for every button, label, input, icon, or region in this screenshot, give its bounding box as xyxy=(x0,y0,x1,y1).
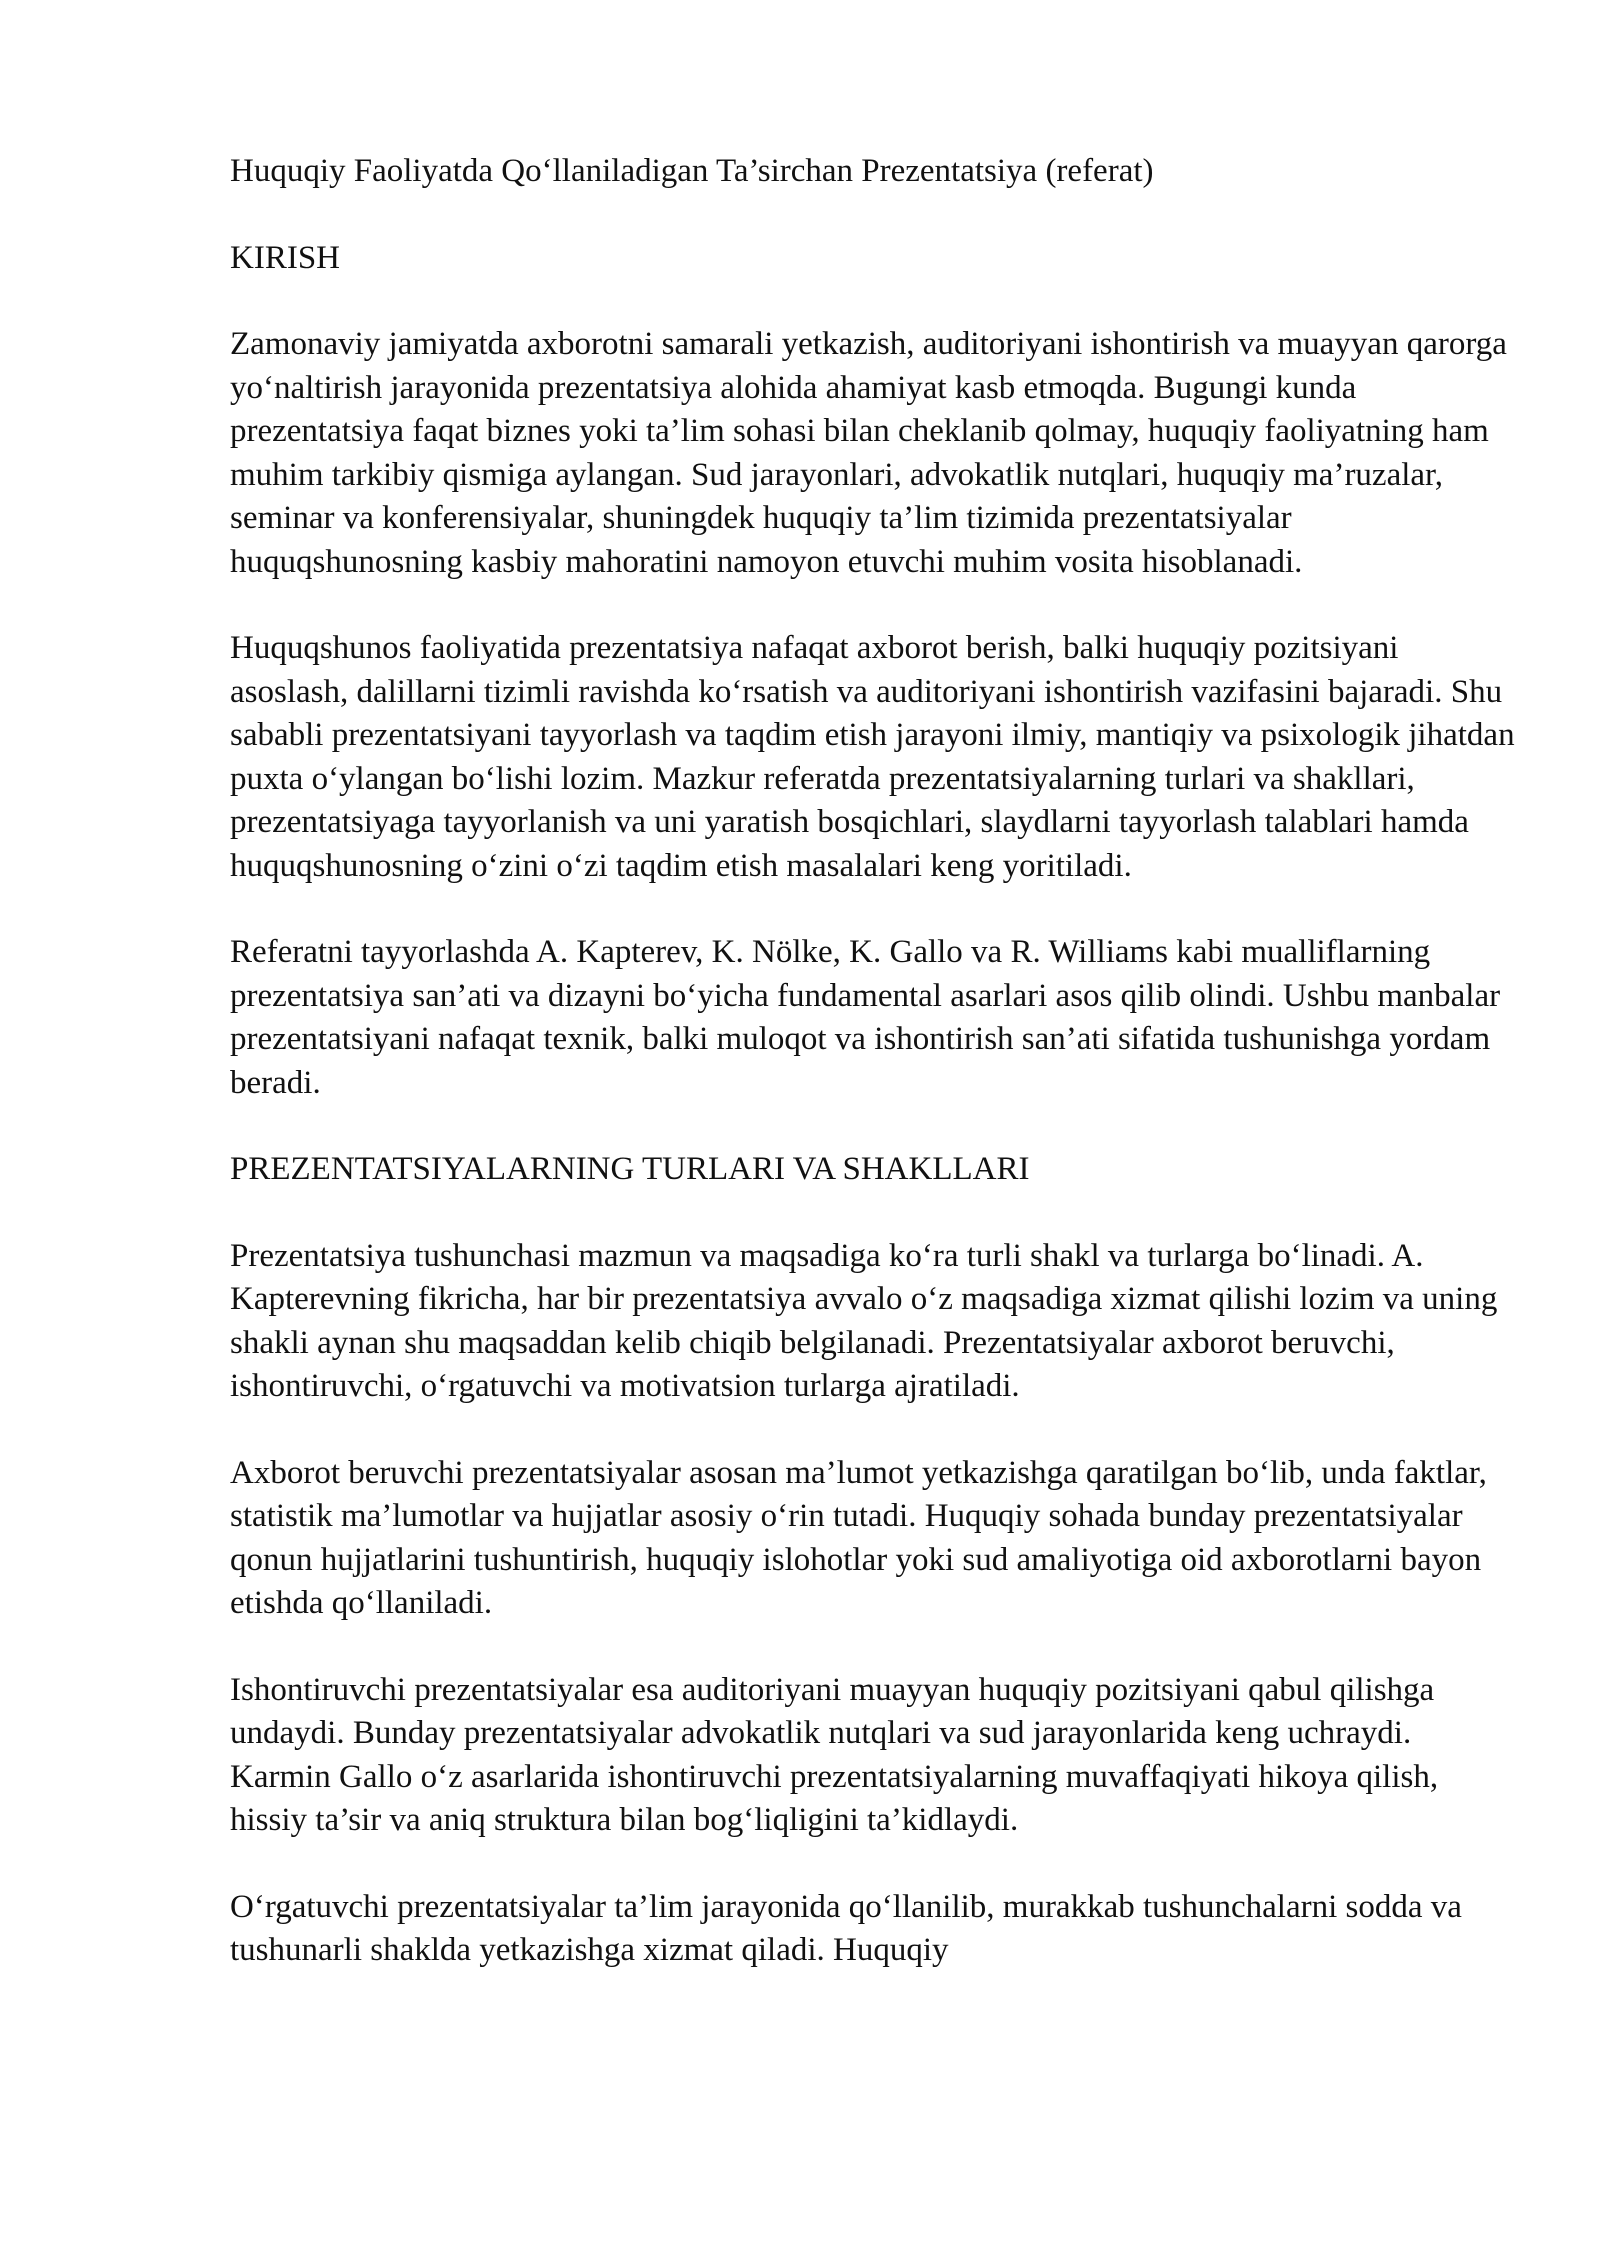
paragraph: Huquqshunos faoliyatida prezentatsiya nafaqat axborot berish, balki huquqiy pozitsiyani asoslash, dalillarni tizimli ravishda ko‘rsatish va auditoriyani ishontirish vazifasini bajaradi. Shu sababli prezentatsiyani tayyorlash va taqdim etish jarayoni ilmiy, mantiqiy va psixologik jihatdan puxta o‘ylangan bo‘lishi lozim. Mazkur referatda prezentatsiyalarning turlari va shakllari, prezentatsiyaga tayyorlanish va uni yaratish bosqichlari, slaydlarni tayyorlash talablari hamda huquqshunosning o‘zini o‘zi taqdim etish masalalari keng yoritiladi. xyxy=(230,630,1515,884)
paragraph: Referatni tayyorlashda A. Kapterev, K. Nölke, K. Gallo va R. Williams kabi mualliflarning prezentatsiya san’ati va dizayni bo‘yicha fundamental asarlari asos qilib olindi. Ushbu manbalar prezentatsiyani nafaqat texnik, balki muloqot va ishontirish san’ati sifatida tushunishga yordam beradi. xyxy=(230,934,1501,1101)
section-heading-turlari: PREZENTATSIYALARNING TURLARI VA SHAKLLARI xyxy=(230,1151,1030,1187)
document-page xyxy=(230,150,1520,1973)
paragraph: Axborot beruvchi prezentatsiyalar asosan ma’lumot yetkazishga qaratilgan bo‘lib, unda faktlar, statistik ma’lumotlar va hujjatlar asosiy o‘rin tutadi. Huquqiy sohada bunday prezentatsiyalar qonun hujjatlarini tushuntirish, huquqiy islohotlar yoki sud amaliyotiga oid axborotlarni bayon etishda qo‘llaniladi. xyxy=(230,1454,1487,1621)
paragraph: Prezentatsiya tushunchasi mazmun va maqsadiga ko‘ra turli shakl va turlarga bo‘linadi. A. Kapterevning fikricha, har bir prezentatsiya avvalo o‘z maqsadiga xizmat qilishi lozim va uning shakli aynan shu maqsaddan kelib chiqib belgilanadi. Prezentatsiyalar axborot beruvchi, ishontiruvchi, o‘rgatuvchi va motivatsion turlarga ajratiladi. xyxy=(230,1237,1498,1404)
paragraph: Zamonaviy jamiyatda axborotni samarali yetkazish, auditoriyani ishontirish va muayyan qarorga yo‘naltirish jarayonida prezentatsiya alohida ahamiyat kasb etmoqda. Bugungi kunda prezentatsiya faqat biznes yoki ta’lim sohasi bilan cheklanib qolmay, huquqiy faoliyatning ham muhim tarkibiy qismiga aylangan. Sud jarayonlari, advokatlik nutqlari, huquqiy ma’ruzalar, seminar va konferensiyalar, shuningdek huquqiy ta’lim tizimida prezentatsiyalar huquqshunosning kasbiy mahoratini namoyon etuvchi muhim vosita hisoblanadi. xyxy=(230,326,1507,580)
section-heading-kirish: KIRISH xyxy=(230,239,341,276)
document-title: Huquqiy Faoliyatda Qo‘llaniladigan Ta’sirchan Prezentatsiya (referat) xyxy=(230,153,1154,189)
paragraph: O‘rgatuvchi prezentatsiyalar ta’lim jarayonida qo‘llanilib, murakkab tushunchalarni sodda va tushunarli shaklda yetkazishga xizmat qiladi. Huquqiy xyxy=(230,1888,1462,1968)
paragraph: Ishontiruvchi prezentatsiyalar esa auditoriyani muayyan huquqiy pozitsiyani qabul qilishga undaydi. Bunday prezentatsiyalar advokatlik nutqlari va sud jarayonlarida keng uchraydi. Karmin Gallo o‘z asarlarida ishontiruvchi prezentatsiyalarning muvaffaqiyati hikoya qilish, hissiy ta’sir va aniq struktura bilan bog‘liqligini ta’kidlaydi. xyxy=(230,1671,1439,1838)
